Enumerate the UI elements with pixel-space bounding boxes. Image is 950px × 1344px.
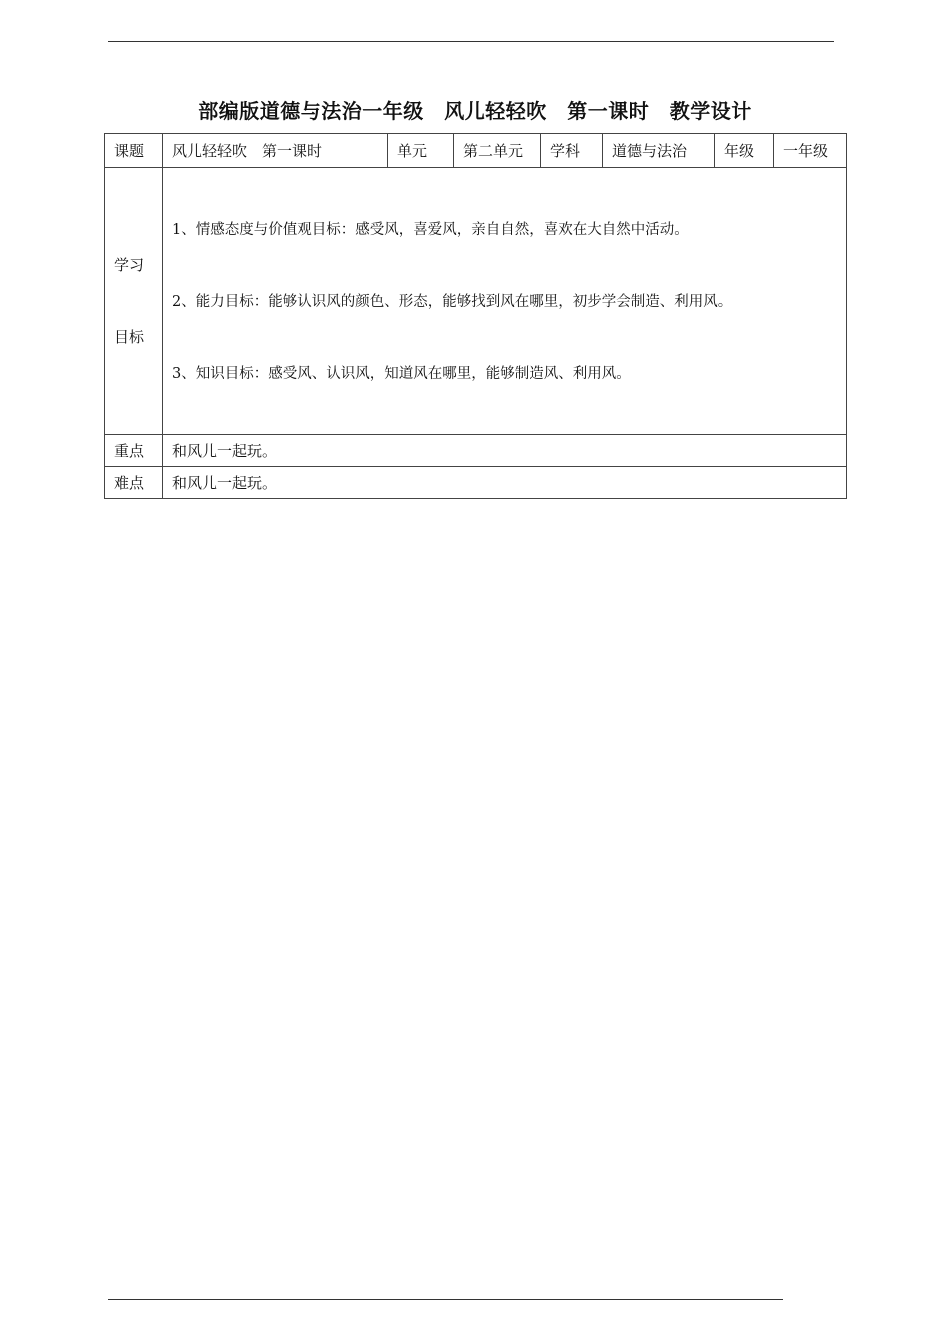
table-row-difficulty [105,467,847,499]
grade-value: 一年级 [774,134,847,168]
document-title: 部编版道德与法治一年级 风儿轻轻吹 第一课时 教学设计 [198,99,752,123]
key-point-value: 和风儿一起玩。 [163,435,847,467]
subject-label: 学科 [541,134,603,168]
table-row-goals [105,168,847,435]
lesson-plan-table [104,133,847,499]
goals-content [163,168,847,435]
topic-value: 风儿轻轻吹 第一课时 [163,134,388,168]
footer-rule [108,1299,783,1300]
table-row-header [105,134,847,168]
goals-label-line-1: 学习 [114,256,145,274]
goal-item-1: 1、情感态度与价值观目标：感受风，喜爱风，亲自自然，喜欢在大自然中活动。 [172,222,689,238]
grade-label: 年级 [715,134,774,168]
goal-item-2: 2、能力目标：能够认识风的颜色、形态，能够找到风在哪里，初步学会制造、利用风。 [172,294,733,310]
goals-label [105,168,163,435]
goal-item-3: 3、知识目标：感受风、认识风，知道风在哪里，能够制造风、利用风。 [172,366,631,382]
unit-value: 第二单元 [454,134,541,168]
goals-label-line-2: 目标 [114,328,145,346]
topic-label: 课题 [105,134,163,168]
table-row-key-point [105,435,847,467]
subject-value: 道德与法治 [603,134,715,168]
key-point-label: 重点 [105,435,163,467]
unit-label: 单元 [388,134,454,168]
difficulty-label: 难点 [105,467,163,499]
header-rule [108,41,834,42]
difficulty-value: 和风儿一起玩。 [163,467,847,499]
